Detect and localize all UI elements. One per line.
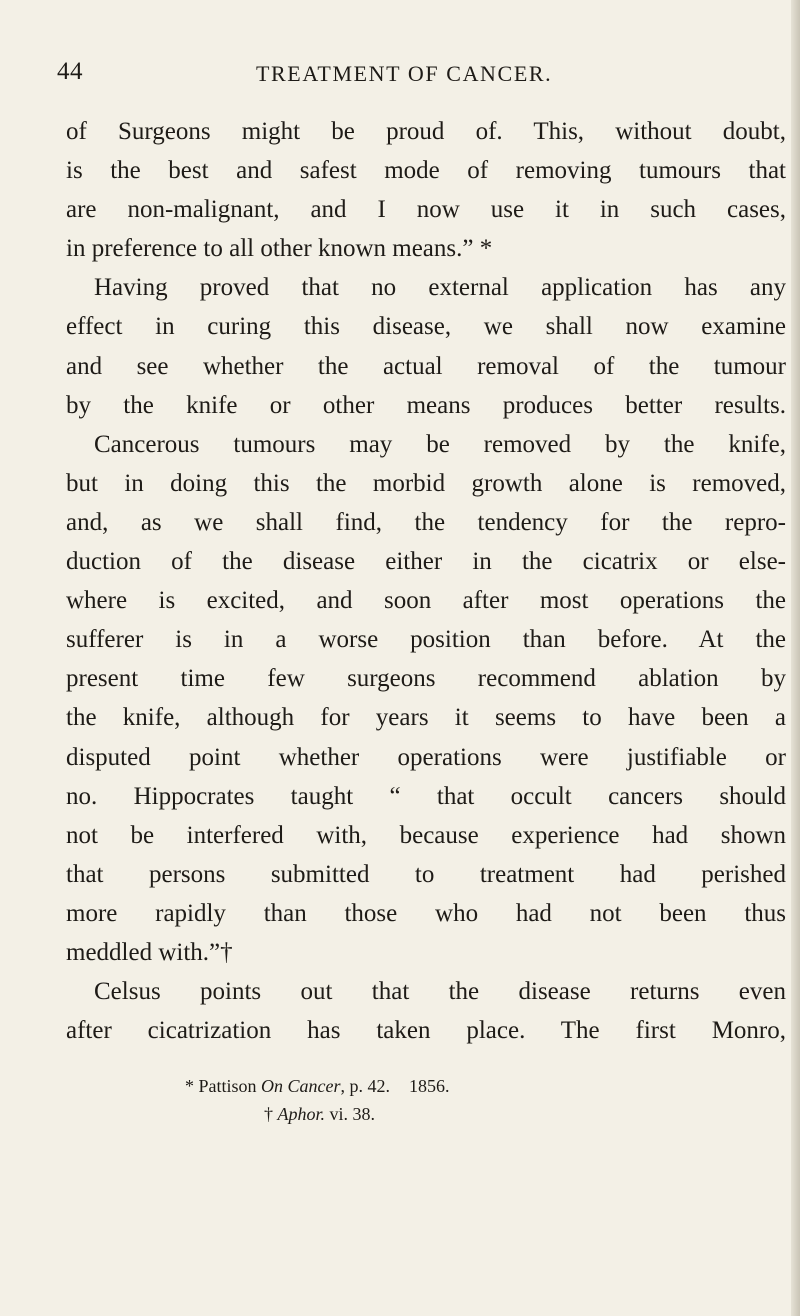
text-line: sufferer is in a worse position than before. At the [66,626,786,654]
text-line: effect in curing this disease, we shall now examine [66,313,786,341]
footnote-author: Pattison [198,1076,257,1096]
footnote-work: Aphor. [277,1104,326,1124]
text-line: that persons submitted to treatment had perished [66,860,786,888]
text-line: meddled with.”† [66,938,233,966]
text-line: are non-malignant, and I now use it in such cases, [66,196,786,224]
page-number: 44 [57,58,83,85]
text-line: and see whether the actual removal of the tumour [66,352,786,380]
text-line: Celsus points out that the disease returns even [94,978,786,1006]
footnote-ref: p. 42. [349,1076,391,1096]
text-line: after cicatrization has taken place. The first Monro, [66,1017,786,1045]
text-line: not be interfered with, because experience had shown [66,821,786,849]
text-line: of Surgeons might be proud of. This, without doubt, [66,118,786,145]
footnote-ref: vi. 38. [329,1104,376,1124]
footnote-mark: * [185,1076,194,1096]
footnote-year: 1856. [409,1076,450,1096]
text-line: disputed point whether operations were justifiable or [66,743,786,771]
text-line: and, as we shall find, the tendency for the repro- [66,508,786,536]
page-edge [791,0,800,1316]
text-line: the knife, although for years it seems to have been a [66,704,786,732]
footnote-work: On Cancer [261,1076,341,1096]
text-line: by the knife or other means produces better results. [66,391,786,419]
text-line: Having proved that no external application has any [94,274,786,302]
text-line: more rapidly than those who had not been thus [66,899,786,927]
text-line: Cancerous tumours may be removed by the knife, [94,430,786,458]
running-head [0,58,800,98]
body-text [66,112,786,1050]
footnote-mark: † [264,1104,273,1124]
text-line: present time few surgeons recommend ablation by [66,665,786,693]
text-line: in preference to all other known means.” * [66,235,493,263]
text-line: duction of the disease either in the cicatrix or else- [66,548,786,576]
footnote [264,1100,375,1128]
text-line: but in doing this the morbid growth alone is removed, [66,469,786,497]
text-line: where is excited, and soon after most operations the [66,587,786,615]
text-line: is the best and safest mode of removing tumours that [66,157,786,185]
text-line: no. Hippocrates taught “ that occult cancers should [66,782,786,810]
running-title: TREATMENT OF CANCER. [256,61,553,86]
footnote: * Pattison On Cancer, p. 42. 1856. [185,1076,450,1096]
